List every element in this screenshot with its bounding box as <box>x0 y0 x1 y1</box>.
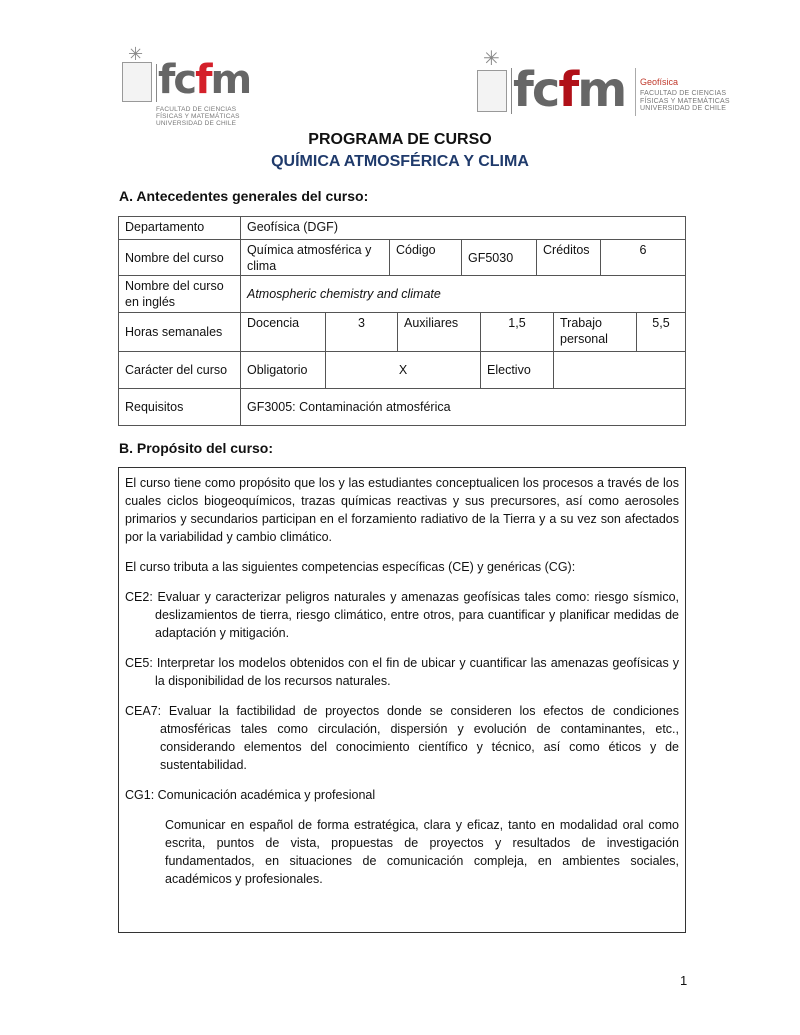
elect-label: Electivo <box>480 351 554 389</box>
name-value: Química atmosférica y clima <box>240 239 390 276</box>
page-subtitle: QUÍMICA ATMOSFÉRICA Y CLIMA <box>271 153 529 170</box>
purpose-box <box>118 467 686 933</box>
code-value: GF5030 <box>461 239 537 276</box>
aux-label: Auxiliares <box>397 312 481 352</box>
logo-line: UNIVERSIDAD DE CHILE <box>640 105 727 112</box>
section-b-heading: B. Propósito del curso: <box>119 440 274 456</box>
logo-line: UNIVERSIDAD DE CHILE <box>156 120 237 127</box>
competency-cg1: CG1: Comunicación académica y profesional <box>125 788 376 802</box>
docencia-label: Docencia <box>240 312 326 352</box>
req-label: Requisitos <box>118 388 241 426</box>
dept-label: Departamento <box>118 216 241 240</box>
req-value: GF3005: Contaminación atmosférica <box>240 388 686 426</box>
credits-value: 6 <box>600 239 686 276</box>
dept-value: Geofísica (DGF) <box>240 216 686 240</box>
competency-ce2: CE2: Evaluar y caracterizar peligros naturales y amenazas geofísicas tales como: riesgo sísmico, deslizamientos de tierra, riesgo climático, entre otros, para cuantificar y planificar medidas de adaptación y mitigación. <box>125 590 679 640</box>
docencia-value: 3 <box>325 312 398 352</box>
aux-value: 1,5 <box>480 312 554 352</box>
competency-cea7: CEA7: Evaluar la factibilidad de proyectos donde se consideren los efectos de condiciones atmosféricas tales como circulación, dispersión y evolución de contaminantes, etc., considerando elementos del conocimiento científico y técnico, así como éticos y de sustentabilidad. <box>125 704 679 772</box>
code-label: Código <box>389 239 462 276</box>
fcfm-wordmark: fcfm <box>513 62 626 118</box>
logo-line: FACULTAD DE CIENCIAS <box>156 106 237 113</box>
english-value: Atmospheric chemistry and climate <box>240 275 686 313</box>
star-icon: ✳ <box>128 44 144 64</box>
logo-dept: Geofísica <box>640 77 679 87</box>
logo-line: FÍSICAS Y MATEMÁTICAS <box>156 113 240 120</box>
page-number: 1 <box>680 973 688 988</box>
purpose-paragraph: El curso tiene como propósito que los y las estudiantes conceptualicen los procesos a través de los cuales ciclos biogeoquímicos, trazas químicas reactivas y sus precursores, así como aerosoles primarios y secundarios participan en el forzamiento radiativo de la Tierra y a su vez son afectados por la variabilidad y cambio climático. <box>125 476 679 544</box>
character-label: Carácter del curso <box>118 351 241 389</box>
oblig-value: X <box>325 351 481 389</box>
credits-label: Créditos <box>536 239 601 276</box>
logo-line: FACULTAD DE CIENCIAS <box>640 90 727 97</box>
trabajo-value: 5,5 <box>636 312 686 352</box>
logo-line: FÍSICAS Y MATEMÁTICAS <box>640 97 730 105</box>
trabajo-label: Trabajo personal <box>553 312 637 352</box>
competency-ce5: CE5: Interpretar los modelos obtenidos con el fin de ubicar y cuantificar las amenazas geofísicas y la disponibilidad de los recursos naturales. <box>125 656 679 688</box>
competency-cg1-text: Comunicar en español de forma estratégica, clara y eficaz, tanto en modalidad oral como escrita, puntos de vista, propuestas de proyectos y resultados de investigación fundamentados, en situaciones de comunicación compleja, en ambientes sociales, académicos y profesionales. <box>165 818 679 886</box>
page-title: PROGRAMA DE CURSO <box>308 131 492 148</box>
section-a-heading: A. Antecedentes generales del curso: <box>119 188 369 204</box>
oblig-label: Obligatorio <box>240 351 326 389</box>
english-label: Nombre del curso en inglés <box>118 275 241 313</box>
competencies-intro: El curso tributa a las siguientes competencias específicas (CE) y genéricas (CG): <box>125 560 576 574</box>
star-icon: ✳ <box>483 48 500 70</box>
name-label: Nombre del curso <box>118 239 241 276</box>
fcfm-logo-left <box>120 44 251 134</box>
fcfm-wordmark: fcfm <box>158 57 251 103</box>
fcfm-logo-right <box>475 44 735 134</box>
university-crest-icon <box>122 62 152 102</box>
hours-label: Horas semanales <box>118 312 241 352</box>
elect-value <box>553 351 686 389</box>
university-crest-icon <box>477 70 507 112</box>
